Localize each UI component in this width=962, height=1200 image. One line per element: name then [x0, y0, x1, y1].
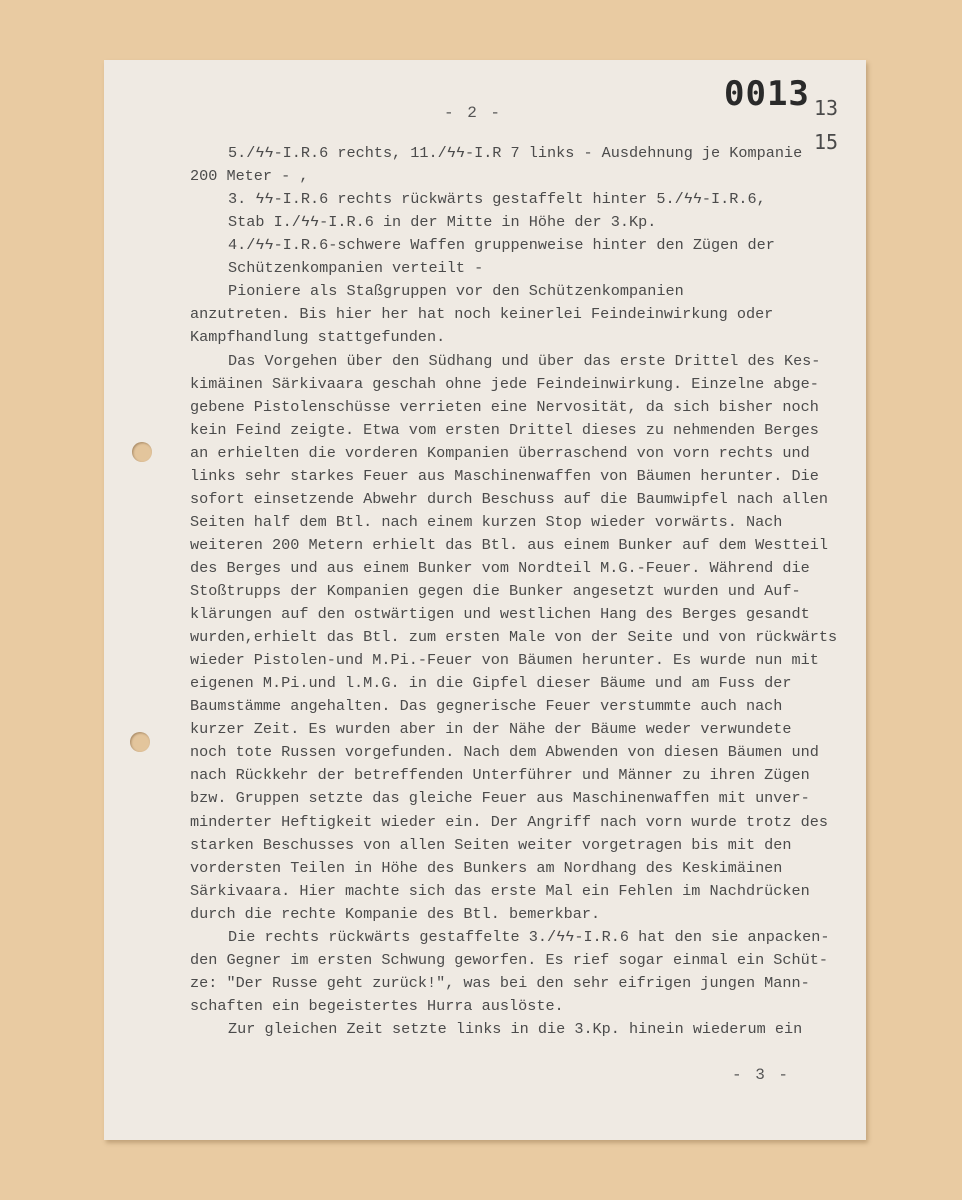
text-line: klärungen auf den ostwärtigen und westlichen Hang des Berges gesandt	[190, 605, 810, 623]
text-line: Stoßtrupps der Kompanien gegen die Bunker angesetzt wurden und Auf-	[190, 582, 801, 600]
text-line: anzutreten. Bis hier her hat noch keinerlei Feindeinwirkung oder	[190, 305, 774, 324]
text-line: schaften ein begeistertes Hurra auslöste.	[190, 996, 564, 1015]
text-line: kein Feind zeigte. Etwa vom ersten Drittel dieses zu nehmenden Berges	[190, 420, 819, 439]
text-line: 200 Meter - ,	[190, 167, 309, 185]
text-line: bzw. Gruppen setzte das gleiche Feuer aus Maschinenwaffen mit unver-	[190, 789, 810, 808]
text-line: ze: "Der Russe geht zurück!", was bei den sehr eifrigen jungen Mann-	[190, 973, 810, 992]
text-line: Zur gleichen Zeit setzte links in die 3.Kp. hinein wiederum ein	[228, 1019, 803, 1038]
punch-hole-bottom	[130, 732, 150, 752]
folio-number-upper: 13	[814, 96, 839, 120]
text-line: 4./ϟϟ-I.R.6-schwere Waffen gruppenweise hinter den Zügen der	[228, 236, 775, 255]
text-line: sofort einsetzende Abwehr durch Beschuss auf die Baumwipfel nach allen	[190, 489, 828, 508]
text-line: kimäinen Särkivaara geschah ohne jede Feindeinwirkung. Einzelne abge-	[190, 374, 819, 393]
text-line: durch die rechte Kompanie des Btl. bemerkbar.	[190, 904, 601, 923]
text-line: weiteren 200 Metern erhielt das Btl. aus einem Bunker auf dem Westteil	[190, 535, 828, 554]
text-line: links sehr starkes Feuer aus Maschinenwaffen von Bäumen herunter. Die	[190, 466, 819, 485]
page-number-footer: - 3 -	[732, 1066, 791, 1084]
text-line: an erhielten die vorderen Kompanien überraschend von vorn rechts und	[190, 443, 810, 462]
text-line: vordersten Teilen in Höhe des Bunkers am Nordhang des Keskimäinen	[190, 858, 783, 877]
document-page	[104, 60, 866, 1140]
text-line: kurzer Zeit. Es wurden aber in der Nähe der Bäume weder verwundete	[190, 720, 792, 739]
text-line: Baumstämme angehalten. Das gegnerische Feuer verstummte auch nach	[190, 697, 783, 716]
folio-number-lower: 15	[814, 130, 839, 154]
text-line: Stab I./ϟϟ-I.R.6 in der Mitte in Höhe der 3.Kp.	[228, 213, 657, 232]
text-line: Die rechts rückwärts gestaffelte 3./ϟϟ-I.R.6 hat den sie anpacken-	[228, 927, 830, 946]
text-line: nach Rückkehr der betreffenden Unterführer und Männer zu ihren Zügen	[190, 766, 810, 785]
text-line: Pioniere als Staßgruppen vor den Schützenkompanien	[228, 282, 684, 301]
text-line: eigenen M.Pi.und l.M.G. in die Gipfel dieser Bäume und am Fuss der	[190, 674, 792, 693]
text-line: den Gegner im ersten Schwung geworfen. Es rief sogar einmal ein Schüt-	[190, 950, 828, 969]
text-line: wurden,erhielt das Btl. zum ersten Male von der Seite und von rückwärts	[190, 628, 838, 646]
text-line: des Berges und aus einem Bunker vom Nordteil M.G.-Feuer. Während die	[190, 558, 810, 577]
text-line: minderter Heftigkeit wieder ein. Der Angriff nach vorn wurde trotz des	[190, 812, 828, 831]
punch-hole-top	[132, 442, 152, 462]
text-line: Schützenkompanien verteilt -	[228, 259, 484, 278]
text-line: Seiten half dem Btl. nach einem kurzen Stop wieder vorwärts. Nach	[190, 512, 783, 531]
text-line: wieder Pistolen-und M.Pi.-Feuer von Bäumen herunter. Es wurde nun mit	[190, 651, 819, 670]
text-line: Kampfhandlung stattgefunden.	[190, 328, 446, 347]
text-line: Das Vorgehen über den Südhang und über das erste Drittel des Kes-	[228, 351, 821, 370]
text-line: starken Beschusses von allen Seiten weiter vorgetragen bis mit den	[190, 835, 792, 854]
text-line: gebene Pistolenschüsse verrieten eine Nervosität, da sich bisher noch	[190, 397, 819, 416]
archive-number-stamp: 0013	[724, 74, 810, 114]
text-line: noch tote Russen vorgefunden. Nach dem Abwenden von diesen Bäumen und	[190, 743, 819, 762]
text-line: 5./ϟϟ-I.R.6 rechts, 11./ϟϟ-I.R 7 links - Ausdehnung je Kompanie	[228, 144, 803, 162]
text-line: 3. ϟϟ-I.R.6 rechts rückwärts gestaffelt hinter 5./ϟϟ-I.R.6,	[228, 190, 766, 209]
text-line: Särkivaara. Hier machte sich das erste Mal ein Fehlen im Nachdrücken	[190, 881, 810, 900]
page-number-header: - 2 -	[444, 104, 503, 122]
